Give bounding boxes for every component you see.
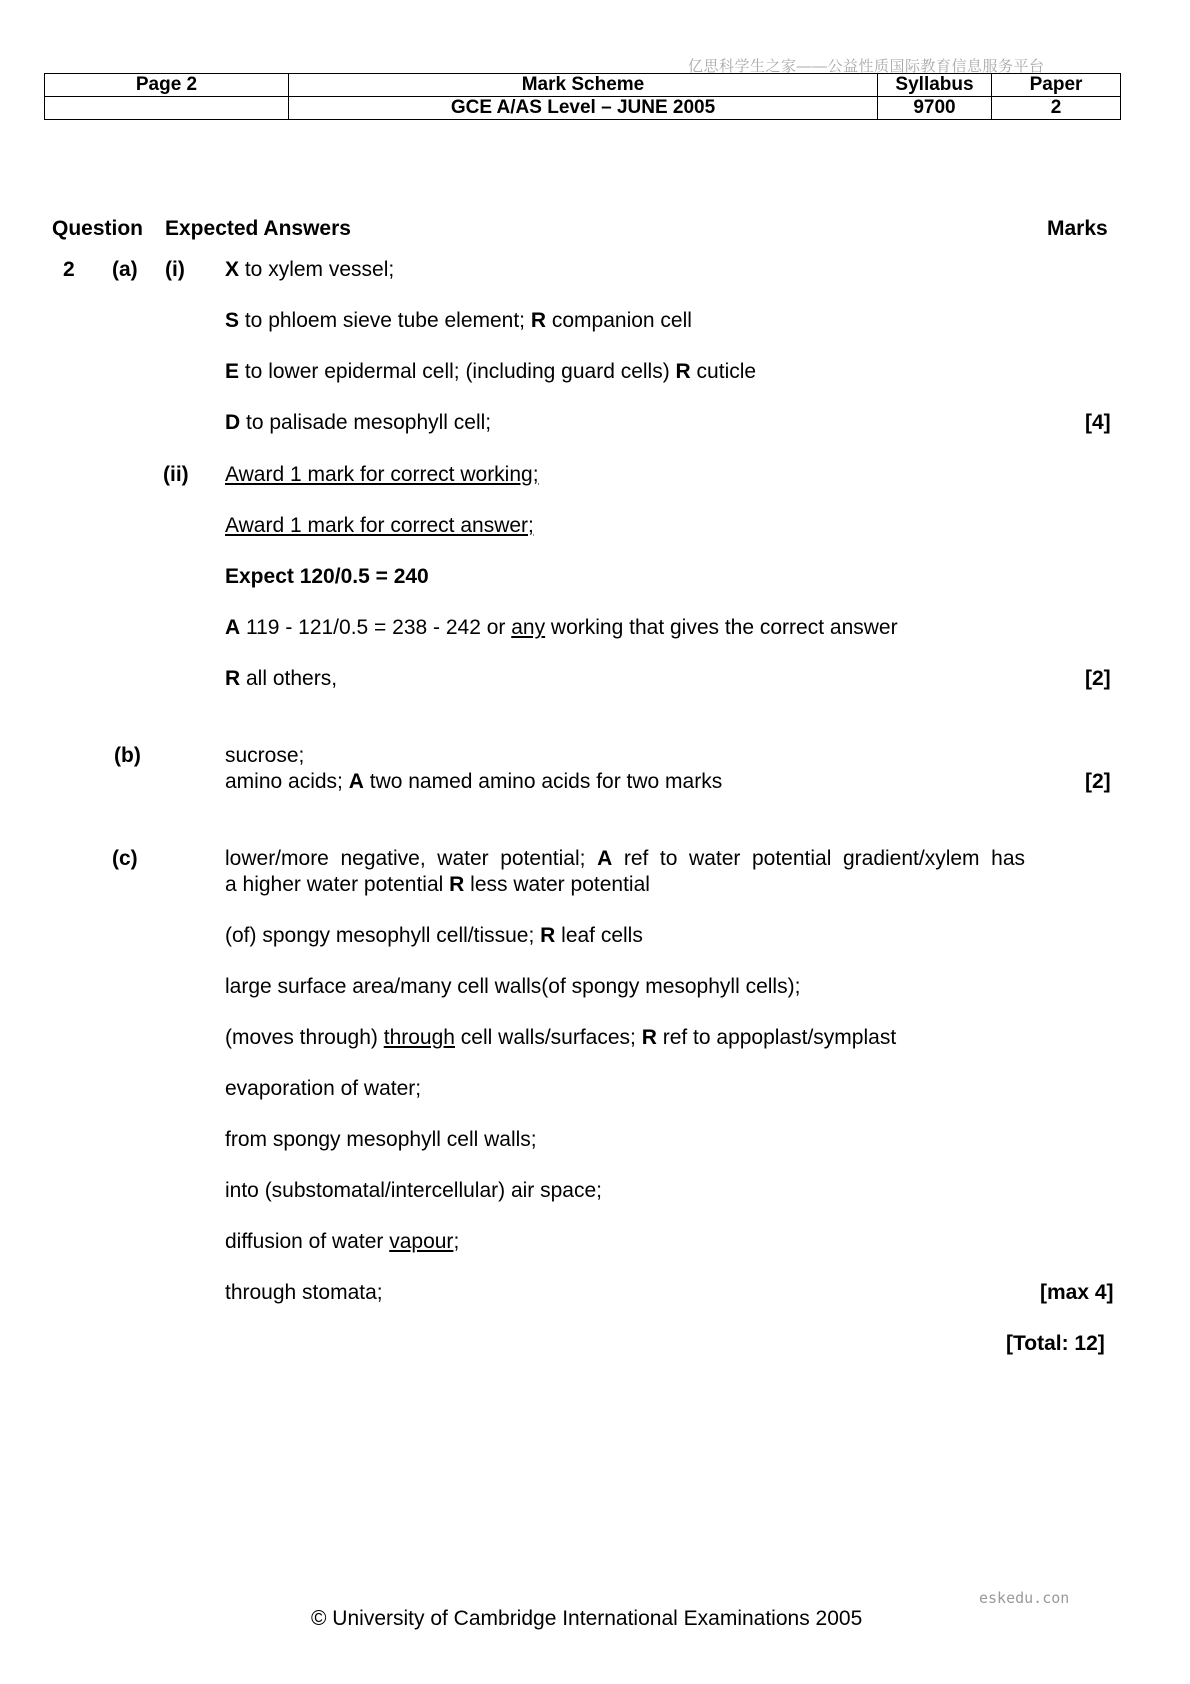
answer-line: a higher water potential R less water potential bbox=[225, 873, 650, 896]
mark-value: [2] bbox=[1085, 667, 1111, 690]
answer-line: Expect 120/0.5 = 240 bbox=[225, 565, 429, 588]
answer-line: sucrose; bbox=[225, 744, 305, 767]
answer-line: D to palisade mesophyll cell; bbox=[225, 411, 492, 434]
answer-line: amino acids; A two named amino acids for two marks bbox=[225, 770, 723, 793]
answer-line: S to phloem sieve tube element; R companion cell bbox=[225, 309, 692, 332]
answer-line: E to lower epidermal cell; (including guard cells) R cuticle bbox=[225, 360, 757, 383]
answer-line: evaporation of water; bbox=[225, 1077, 422, 1100]
watermark-text: 亿思科学生之家——公益性质国际教育信息服务平台 bbox=[688, 58, 1045, 75]
header-syllabus-label: Syllabus bbox=[878, 74, 992, 97]
answer-line: A 119 - 121/0.5 = 238 - 242 or any working that gives the correct answer bbox=[225, 616, 898, 639]
part-c-label: (c) bbox=[112, 847, 138, 870]
header-title: Mark Scheme bbox=[289, 74, 878, 97]
header-table bbox=[44, 73, 1121, 120]
answer-line: Award 1 mark for correct answer; bbox=[225, 514, 534, 537]
header-paper-label: Paper bbox=[992, 74, 1121, 97]
mark-value: [4] bbox=[1085, 411, 1111, 434]
answer-line: X to xylem vessel; bbox=[225, 258, 395, 281]
answer-line: (of) spongy mesophyll cell/tissue; R leaf cells bbox=[225, 924, 643, 947]
header-empty-cell bbox=[45, 97, 289, 120]
subpart-ii-label: (ii) bbox=[163, 463, 189, 486]
header-paper-value: 2 bbox=[992, 97, 1121, 120]
answer-line: Award 1 mark for correct working; bbox=[225, 463, 539, 486]
answer-line: into (substomatal/intercellular) air space; bbox=[225, 1179, 602, 1202]
question-number: 2 bbox=[63, 258, 75, 281]
answer-line: diffusion of water vapour; bbox=[225, 1230, 460, 1253]
answer-line: R all others, bbox=[225, 667, 338, 690]
column-marks: Marks bbox=[1047, 217, 1108, 240]
part-b-label: (b) bbox=[114, 744, 141, 767]
column-question: Question bbox=[52, 217, 144, 240]
total-mark: [Total: 12] bbox=[1006, 1332, 1105, 1355]
answer-line: large surface area/many cell walls(of spongy mesophyll cells); bbox=[225, 975, 801, 998]
answer-line: from spongy mesophyll cell walls; bbox=[225, 1128, 537, 1151]
answer-line: (moves through) through cell walls/surfaces; R ref to appoplast/symplast bbox=[225, 1026, 897, 1049]
header-syllabus-value: 9700 bbox=[878, 97, 992, 120]
site-watermark: eskedu.con bbox=[979, 1589, 1070, 1607]
subpart-i-label: (i) bbox=[165, 258, 185, 281]
answer-line: through stomata; bbox=[225, 1281, 383, 1304]
header-page: Page 2 bbox=[45, 74, 289, 97]
mark-value: [max 4] bbox=[1040, 1281, 1114, 1304]
answer-line: lower/more negative, water potential; A ref to water potential gradient/xylem has bbox=[225, 847, 1025, 870]
footer-copyright: © University of Cambridge International Examinations 2005 bbox=[311, 1607, 863, 1630]
mark-value: [2] bbox=[1085, 770, 1111, 793]
header-exam: GCE A/AS Level – JUNE 2005 bbox=[289, 97, 878, 120]
part-a-label: (a) bbox=[112, 258, 138, 281]
column-expected: Expected Answers bbox=[165, 217, 351, 240]
